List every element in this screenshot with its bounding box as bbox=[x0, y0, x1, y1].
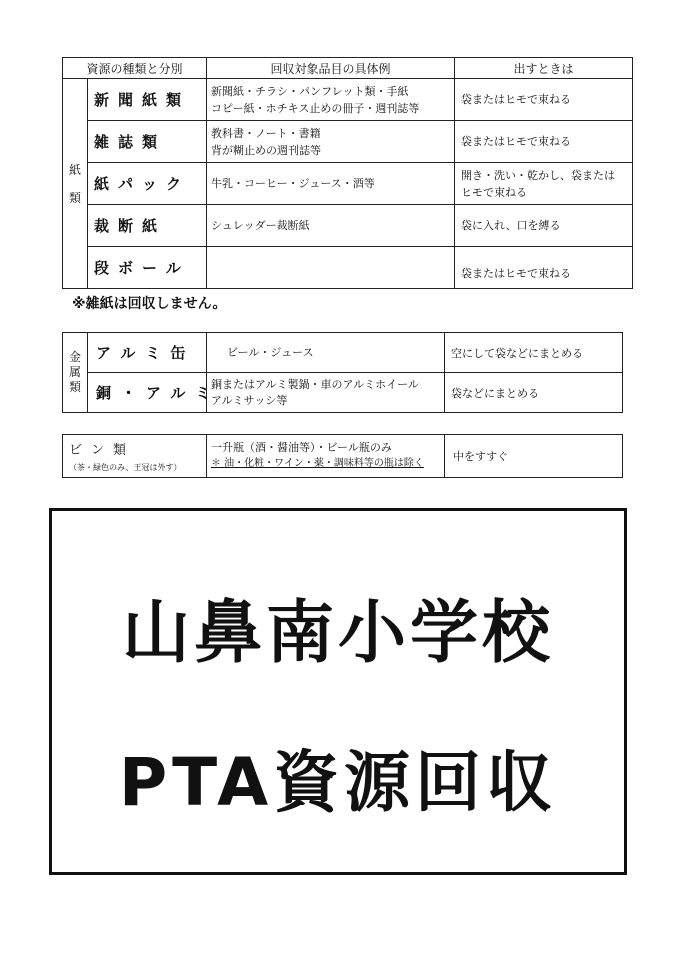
item-how: 中をすすぐ bbox=[445, 435, 623, 478]
metal-recycling-table bbox=[62, 332, 623, 413]
item-name: 紙パック bbox=[88, 163, 207, 205]
bottle-exclusion-note: ＊ 油・化粧・ワイン・薬・調味料等の瓶は除く bbox=[211, 458, 424, 469]
item-examples: 牛乳・コーヒー・ジュース・酒等 bbox=[207, 163, 455, 205]
header-category: 資源の種類と分別 bbox=[63, 58, 207, 79]
table-header-row bbox=[63, 58, 633, 79]
bottle-category-cell bbox=[63, 435, 207, 478]
item-how: 袋またはヒモで束ねる bbox=[455, 121, 633, 163]
item-examples: 教科書・ノート・書籍 背が糊止めの週刊誌等 bbox=[207, 121, 455, 163]
header-how: 出すときは bbox=[455, 58, 633, 79]
item-how: 空にして袋などにまとめる bbox=[445, 333, 623, 373]
school-name-title: 山鼻南小学校 bbox=[121, 594, 554, 673]
item-how: 袋などにまとめる bbox=[445, 373, 623, 413]
paper-recycling-table bbox=[62, 57, 633, 289]
table-row bbox=[63, 373, 623, 413]
item-examples bbox=[207, 435, 445, 478]
item-name: 段ボール bbox=[88, 247, 207, 289]
metal-group-label: 金 属 類 bbox=[63, 333, 88, 413]
table-row bbox=[63, 333, 623, 373]
table-row bbox=[63, 163, 633, 205]
item-examples: ビール・ジュース bbox=[207, 333, 445, 373]
table-row bbox=[63, 435, 623, 478]
bottle-recycling-table bbox=[62, 434, 623, 478]
header-examples: 回収対象品目の具体例 bbox=[207, 58, 455, 79]
item-examples: 新聞紙・チラシ・パンフレット類・手紙 コピー紙・ホチキス止めの冊子・週刊誌等 bbox=[207, 79, 455, 121]
item-name: 銅・アルミ bbox=[88, 373, 207, 413]
item-name: 裁断紙 bbox=[88, 205, 207, 247]
item-examples: シュレッダー裁断紙 bbox=[207, 205, 455, 247]
item-name: 雑誌類 bbox=[88, 121, 207, 163]
item-how: 開き・洗い・乾かし、袋または ヒモで束ねる bbox=[455, 163, 633, 205]
item-name: ビン類 bbox=[69, 443, 136, 458]
paper-group-label: 紙 類 bbox=[63, 79, 88, 289]
table-row bbox=[63, 205, 633, 247]
school-pta-sign bbox=[49, 508, 627, 875]
item-name: 新聞紙類 bbox=[88, 79, 207, 121]
item-examples: 銅またはアルミ製鍋・車のアルミホイール アルミサッシ等 bbox=[207, 373, 445, 413]
item-examples bbox=[207, 247, 455, 289]
item-how: 袋に入れ、口を縛る bbox=[455, 205, 633, 247]
table-row bbox=[63, 79, 633, 121]
bottle-condition-note: （茶・緑色のみ、王冠は外す） bbox=[69, 463, 182, 472]
item-how: 袋またはヒモで束ねる bbox=[455, 79, 633, 121]
table-row bbox=[63, 121, 633, 163]
table-row bbox=[63, 247, 633, 289]
no-mixed-paper-note: ※雑紙は回収しません。 bbox=[72, 296, 227, 312]
item-name: アルミ缶 bbox=[88, 333, 207, 373]
pta-recycling-title: PTA資源回収 bbox=[118, 744, 558, 821]
bottle-examples-line1: 一升瓶（酒・醤油等）・ビール瓶のみ bbox=[211, 441, 392, 454]
item-how: 袋またはヒモで束ねる bbox=[455, 247, 633, 289]
